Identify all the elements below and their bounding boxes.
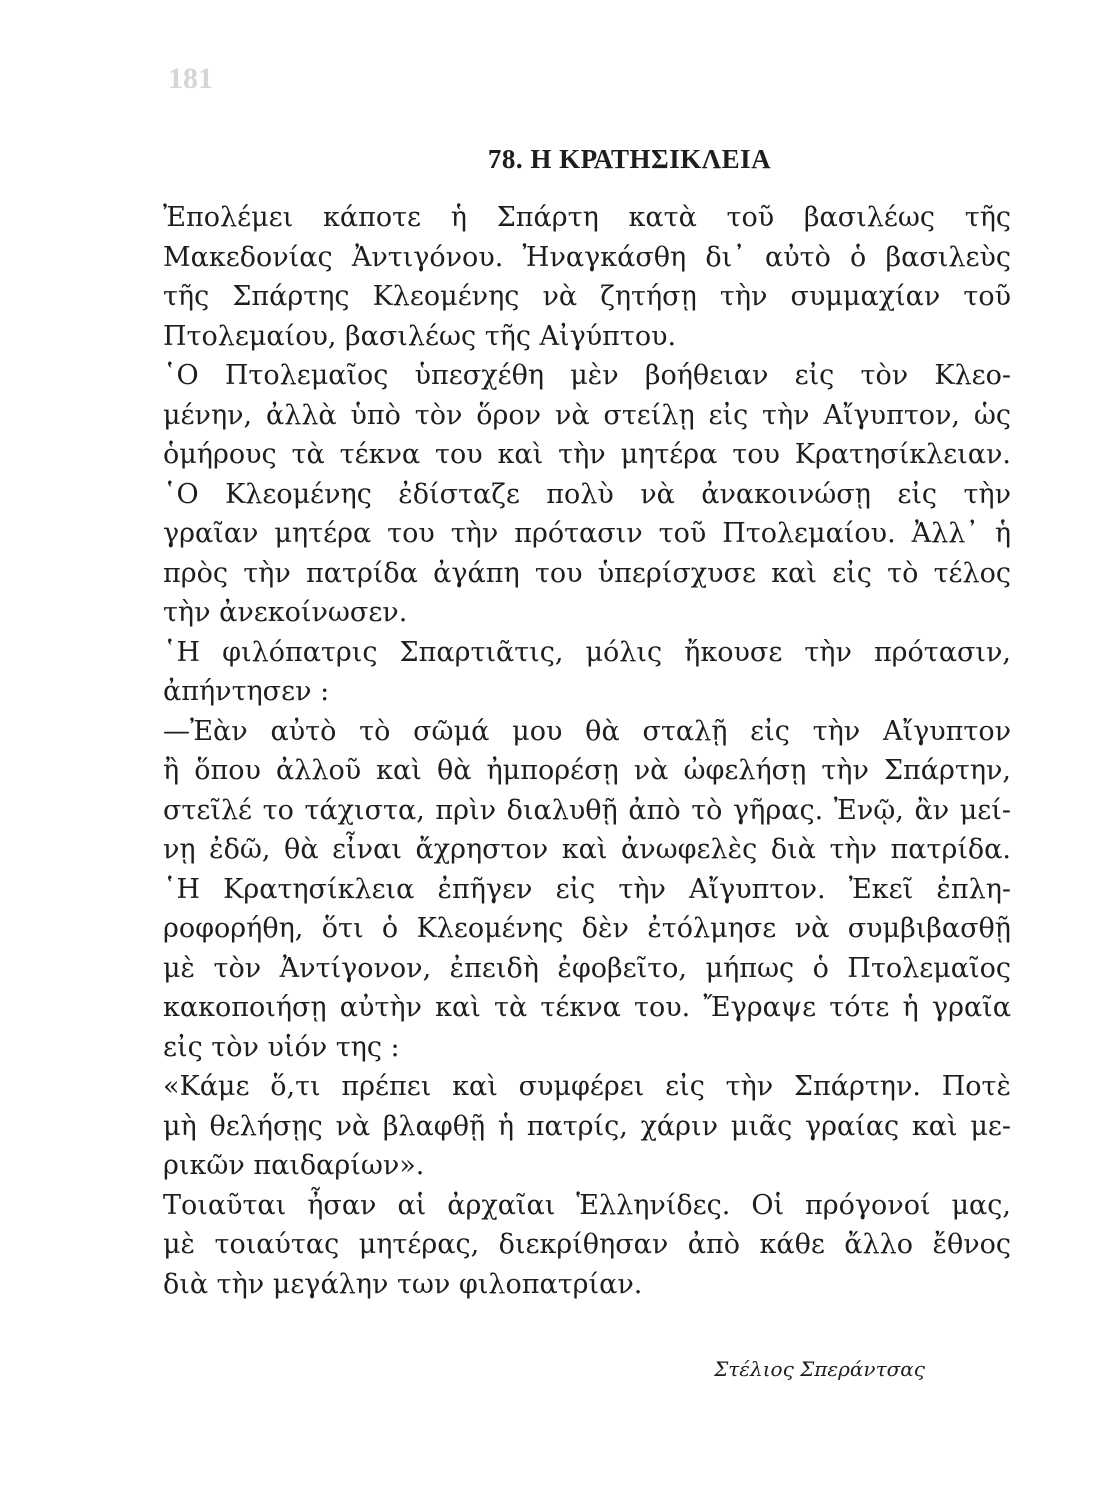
body-text xyxy=(163,198,1011,1304)
text-line: Ἐπολέμει κάποτε ἡ Σπάρτη κατὰ τοῦ βασιλέως τῆς xyxy=(163,202,1011,233)
text-line: ῾Ο Πτολεμαῖος ὑπεσχέθη μὲν βοήθειαν εἰς τὸν Κλεο- xyxy=(163,360,1011,391)
text-line: κακοποιήσῃ αὐτὴν καὶ τὰ τέκνα του. Ἔγραψε τότε ἡ γραῖα xyxy=(163,992,1011,1023)
text-line: μένην, ἀλλὰ ὑπὸ τὸν ὅρον νὰ στείλῃ εἰς τὴν Αἴγυπτον, ὡς xyxy=(163,399,1011,431)
text-line: ῾Η Κρατησίκλεια ἐπῆγεν εἰς τὴν Αἴγυπτον. Ἐκεῖ ἐπλη- xyxy=(163,873,1011,905)
text-line: ἀπήντησεν : xyxy=(163,676,330,707)
author-signature: Στέλιος Σπεράντσας xyxy=(714,1357,925,1381)
text-line: μὴ θελήσῃς νὰ βλαφθῇ ἡ πατρίς, χάριν μιᾶς γραίας καὶ με- xyxy=(163,1110,1011,1142)
text-line: ὁμήρους τὰ τέκνα του καὶ τὴν μητέρα του Κρατησίκλειαν. xyxy=(163,439,1011,470)
text-line: τῆς Σπάρτης Κλεομένης νὰ ζητήσῃ τὴν συμμαχίαν τοῦ xyxy=(163,281,1011,312)
text-line: ροφορήθη, ὅτι ὁ Κλεομένης δὲν ἐτόλμησε νὰ συμβιβασθῇ xyxy=(163,913,1011,944)
text-line: πρὸς τὴν πατρίδα ἀγάπη του ὑπερίσχυσε καὶ εἰς τὸ τέλος xyxy=(163,557,1011,589)
text-line: ῾Ο Κλεομένης ἐδίσταζε πολὺ νὰ ἀνακοινώσῃ εἰς τὴν xyxy=(163,478,1011,510)
text-line: ῾Η φιλόπατρις Σπαρτιᾶτις, μόλις ἤκουσε τὴν πρότασιν, xyxy=(163,636,1011,668)
text-line: ἢ ὅπου ἀλλοῦ καὶ θὰ ἠμπορέσῃ νὰ ὠφελήσῃ τὴν Σπάρτην, xyxy=(163,755,1011,786)
text-line: εἰς τὸν υἱόν της : xyxy=(163,1031,400,1063)
text-line: «Κάμε ὅ,τι πρέπει καὶ συμφέρει εἰς τὴν Σπάρτην. Ποτὲ xyxy=(163,1071,1011,1102)
text-line: νῃ ἐδῶ, θὰ εἶναι ἄχρηστον καὶ ἀνωφελὲς διὰ τὴν πατρίδα. xyxy=(163,834,1011,865)
text-line: Μακεδονίας Ἀντιγόνου. Ἠναγκάσθη δι᾽ αὐτὸ ὁ βασιλεὺς xyxy=(163,241,1011,273)
text-line: μὲ τοιαύτας μητέρας, διεκρίθησαν ἀπὸ κάθε ἄλλο ἔθνος xyxy=(163,1229,1011,1260)
text-line: ρικῶν παιδαρίων». xyxy=(163,1150,425,1181)
text-line: γραῖαν μητέρα του τὴν πρότασιν τοῦ Πτολεμαίου. Ἀλλ᾽ ἡ xyxy=(163,518,1011,549)
text-line: μὲ τὸν Ἀντίγονον, ἐπειδὴ ἐφοβεῖτο, μήπως ὁ Πτολεμαῖος xyxy=(163,952,1011,984)
chapter-title: 78. Η ΚΡΑΤΗΣΙΚΛΕΙΑ xyxy=(487,144,772,174)
text-line: στεῖλέ το τάχιστα, πρὶν διαλυθῇ ἀπὸ τὸ γῆρας. Ἐνῷ, ἂν μεί- xyxy=(163,794,1011,826)
text-line: διὰ τὴν μεγάλην των φιλοπατρίαν. xyxy=(163,1268,643,1300)
text-line: τὴν ἀνεκοίνωσεν. xyxy=(163,597,408,628)
text-line: Πτολεμαίου, βασιλέως τῆς Αἰγύπτου. xyxy=(163,320,677,352)
page-number: 181 xyxy=(168,62,213,95)
text-line: —Ἐὰν αὐτὸ τὸ σῶμά μου θὰ σταλῇ εἰς τὴν Αἴγυπτον xyxy=(163,715,1011,747)
text-line: Τοιαῦται ἦσαν αἱ ἀρχαῖαι Ἑλληνίδες. Οἱ πρόγονοί μας, xyxy=(163,1189,1011,1221)
